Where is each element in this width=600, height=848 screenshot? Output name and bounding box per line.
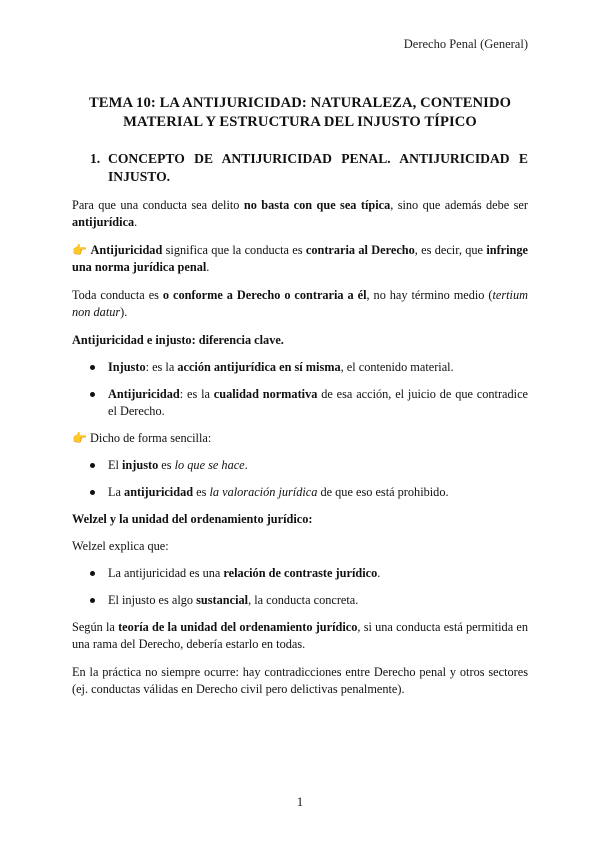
bold-run: infringe una norma jurídica penal xyxy=(72,243,528,274)
bullet-icon xyxy=(90,365,95,370)
bullet-list-1 xyxy=(72,359,528,420)
text-run: El xyxy=(108,458,123,472)
italic-run: tertium non datur xyxy=(72,288,529,319)
text-run: Dicho de forma sencilla: xyxy=(86,431,212,445)
paragraph-3 xyxy=(72,287,528,321)
bullet-list-2 xyxy=(72,457,528,501)
section-heading xyxy=(90,150,528,186)
bold-run: antijuricidad xyxy=(124,485,194,499)
bold-run: o conforme a Derecho o contraria a él xyxy=(162,288,367,302)
bullet-icon xyxy=(90,490,95,495)
body-text xyxy=(72,197,528,709)
list-item xyxy=(72,457,528,474)
bold-run: injusto xyxy=(122,458,159,472)
text-run: . xyxy=(377,566,381,580)
bold-run: relación de contraste jurídico xyxy=(223,566,378,580)
text-run: Según la xyxy=(72,620,119,634)
text-run: : es la xyxy=(179,387,214,401)
text-run: El injusto es algo xyxy=(108,593,197,607)
bold-run: Antijuricidad xyxy=(90,243,163,257)
text-run: , la conducta concreta. xyxy=(248,593,359,607)
paragraph-7: Welzel explica que: xyxy=(72,539,169,553)
list-item xyxy=(72,592,528,609)
chapter-title xyxy=(72,94,528,132)
text-run: La antijuricidad es una xyxy=(108,566,224,580)
text-run: , es decir, que xyxy=(414,243,487,257)
bold-run: Injusto xyxy=(108,360,146,374)
text-run: . xyxy=(206,260,210,274)
chapter-title-line-2: MATERIAL Y ESTRUCTURA DEL INJUSTO TÍPICO xyxy=(123,114,477,130)
text-run: de que eso está prohibido. xyxy=(317,485,449,499)
bold-run: acción antijurídica en sí misma xyxy=(177,360,341,374)
text-run: es xyxy=(158,458,175,472)
paragraph-9: En la práctica no siempre ocurre: hay contradicciones entre Derecho penal y otros sectores (ej. conductas válidas en Derecho civil pero delictivas penalmente). xyxy=(72,665,528,696)
paragraph-8 xyxy=(72,619,528,653)
list-item xyxy=(72,359,528,376)
bold-run: cualidad normativa xyxy=(213,387,318,401)
bold-run: contraria al Derecho xyxy=(305,243,415,257)
list-item xyxy=(72,565,528,582)
text-run: ). xyxy=(120,305,128,319)
bold-run: Welzel y la unidad del ordenamiento jurídico: xyxy=(72,512,313,526)
bold-run: no basta con que sea típica xyxy=(243,198,391,212)
subheading-welzel xyxy=(72,511,528,528)
bold-run: teoría de la unidad del ordenamiento jurídico xyxy=(118,620,358,634)
subheading-diferencia xyxy=(72,332,528,349)
paragraph-1 xyxy=(72,197,528,231)
italic-run: la valoración jurídica xyxy=(209,485,318,499)
bullet-icon xyxy=(90,392,95,397)
paragraph-2 xyxy=(72,242,528,276)
text-run: . xyxy=(134,215,138,229)
text-run: Para que una conducta sea delito xyxy=(72,198,244,212)
pointing-hand-icon: 👉 xyxy=(72,243,88,257)
text-run: es xyxy=(193,485,210,499)
text-run: Toda conducta es xyxy=(72,288,163,302)
bold-run: antijurídica xyxy=(72,215,135,229)
text-run: significa que la conducta es xyxy=(162,243,306,257)
pointing-hand-icon: 👉 xyxy=(72,431,87,445)
text-run: , no hay término medio ( xyxy=(366,288,493,302)
bold-run: sustancial xyxy=(196,593,249,607)
list-item xyxy=(72,484,528,501)
italic-run: lo que se hace xyxy=(174,458,245,472)
bullet-icon xyxy=(90,598,95,603)
bold-run: Antijuricidad xyxy=(108,387,180,401)
text-run: , el contenido material. xyxy=(340,360,454,374)
text-run: La xyxy=(108,485,125,499)
bullet-list-3 xyxy=(72,565,528,609)
running-header: Derecho Penal (General) xyxy=(403,37,528,51)
section-title: CONCEPTO DE ANTIJURICIDAD PENAL. ANTIJURICIDAD E INJUSTO. xyxy=(108,151,528,184)
section-number: 1. xyxy=(90,151,101,166)
list-item xyxy=(72,386,528,420)
bold-run: Antijuricidad e injusto: diferencia clave. xyxy=(72,333,284,347)
bullet-icon xyxy=(90,463,95,468)
text-run: . xyxy=(244,458,248,472)
bullet-icon xyxy=(90,571,95,576)
text-run: de esa acción, el juicio de que contradice el Derecho. xyxy=(108,387,528,418)
text-run: : es la xyxy=(145,360,178,374)
text-run: , sino que además debe ser xyxy=(390,198,528,212)
chapter-title-line-1: TEMA 10: LA ANTIJURICIDAD: NATURALEZA, CONTENIDO xyxy=(88,95,512,111)
paragraph-5 xyxy=(72,430,528,447)
page-number: 1 xyxy=(296,795,304,809)
text-run: , si una conducta está permitida en una rama del Derecho, debería estarlo en todas. xyxy=(72,620,528,651)
